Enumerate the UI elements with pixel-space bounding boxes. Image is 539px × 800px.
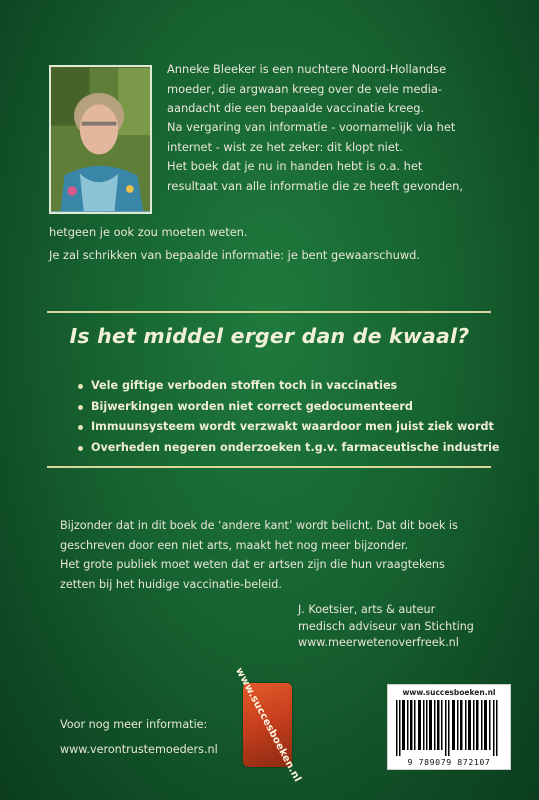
quote-line: Bijzonder dat in dit boek de ‘andere kant’ wordt belicht. Dat dit boek is: [60, 519, 458, 532]
bullet-item: [78, 417, 508, 438]
more-info-url[interactable]: www.verontrustemoeders.nl: [60, 743, 218, 756]
intro-line: hetgeen je ook zou moeten weten.: [49, 225, 248, 239]
intro-line: moeder, die argwaan kreeg over de vele media-: [167, 82, 442, 96]
bullet-item: [78, 376, 508, 397]
barcode-icon: [394, 700, 504, 756]
bullet-text: Immuunsysteem wordt verzwakt waardoor men juist ziek wordt: [91, 420, 494, 434]
bullet-item: [78, 438, 508, 459]
author-portrait-icon: [51, 67, 150, 212]
intro-line: internet - wist ze het zeker: dit klopt niet.: [167, 140, 403, 154]
author-photo: [49, 65, 152, 214]
publisher-logo: [232, 666, 303, 784]
headline-question: Is het middel erger dan de kwaal?: [69, 324, 470, 348]
quote-line: geschreven door een niet arts, maakt het nog meer bijzonder.: [60, 539, 409, 552]
barcode-panel: [387, 684, 511, 770]
intro-line: aandacht die een bepaalde vaccinatie kreeg.: [167, 101, 425, 115]
attribution-name: J. Koetsier, arts & auteur: [298, 603, 436, 616]
bullet-dot-icon: [78, 425, 83, 430]
bullet-dot-icon: [78, 405, 83, 410]
divider-top: [47, 311, 491, 313]
barcode-site: www.succesboeken.nl: [402, 688, 496, 697]
divider-bottom: [47, 466, 491, 468]
attribution-role: medisch adviseur van Stichting: [298, 619, 474, 633]
intro-line: resultaat van alle informatie die ze heeft gevonden,: [167, 179, 463, 193]
barcode-isbn: 9 789079 872107: [407, 757, 491, 767]
intro-line: Je zal schrikken van bepaalde informatie: je bent gewaarschuwd.: [49, 248, 421, 262]
bullet-item: [78, 397, 508, 418]
intro-line: Anneke Bleeker is een nuchtere Noord-Hollandse: [167, 62, 447, 76]
bullet-dot-icon: [78, 384, 83, 389]
publisher-logo-text: www.succesboeken.nl: [232, 666, 303, 784]
intro-line: Het boek dat je nu in handen hebt is o.a. het: [167, 159, 423, 173]
bullet-text: Vele giftige verboden stoffen toch in vaccinaties: [91, 379, 398, 392]
more-info: [60, 712, 218, 762]
bullet-dot-icon: [78, 446, 83, 451]
bullet-text: Bijwerkingen worden niet correct gedocumenteerd: [91, 399, 413, 413]
intro-line: Na vergaring van informatie - voornamelijk via het: [167, 120, 456, 134]
bullet-list: [78, 376, 508, 459]
attribution-site: www.meerwetenoverfreek.nl: [298, 636, 459, 649]
bullet-text: Overheden negeren onderzoeken t.g.v. farmaceutische industrie: [91, 441, 500, 455]
quote-line: Het grote publiek moet weten dat er artsen zijn die hun vraagtekens: [60, 558, 445, 571]
endorsement-attribution: [298, 602, 474, 652]
quote-line: zetten bij het huidige vaccinatie-beleid.: [60, 578, 282, 591]
more-info-label: Voor nog meer informatie:: [60, 718, 208, 731]
